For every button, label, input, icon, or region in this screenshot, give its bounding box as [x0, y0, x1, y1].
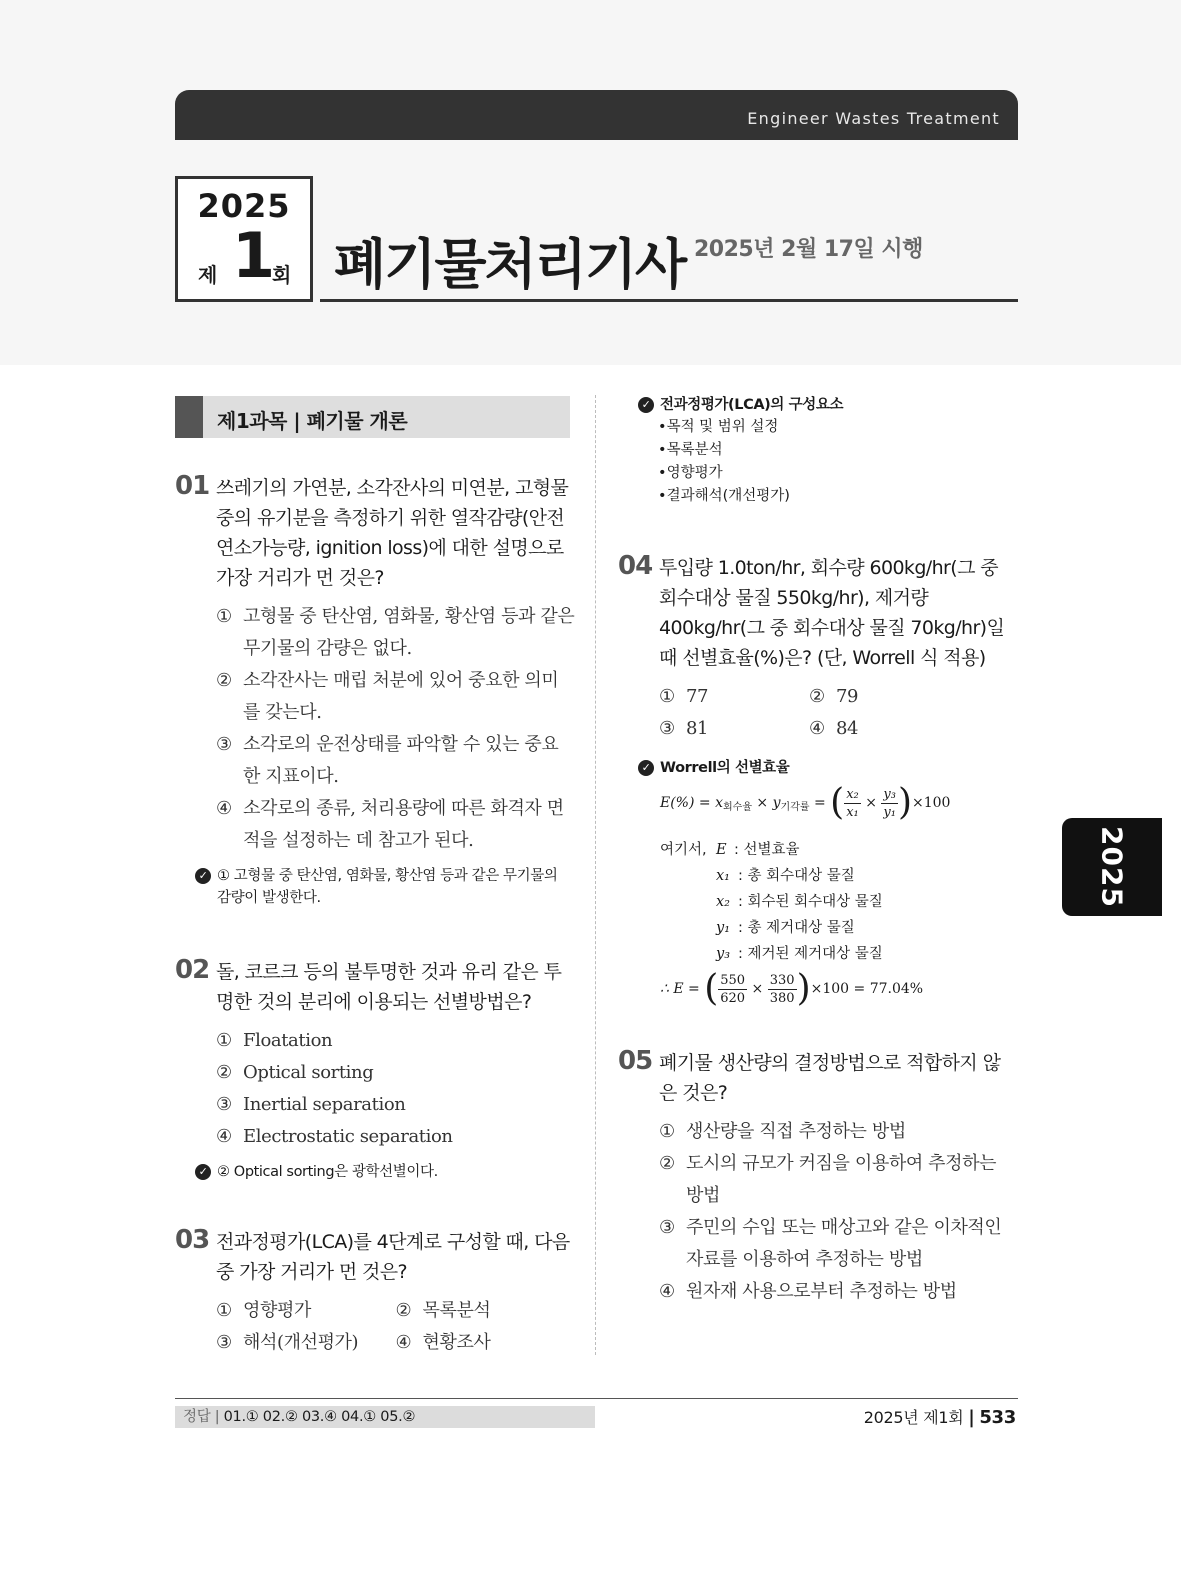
definition-desc: : 총 제거대상 물질 [738, 920, 855, 936]
definition-desc: : 제거된 제거대상 물질 [738, 946, 883, 962]
option-mark: ① [216, 1300, 232, 1321]
definition-var: x₁ [716, 868, 730, 884]
exam-round-box [175, 176, 313, 302]
check-circle-icon: ✓ [638, 760, 654, 776]
option-mark: ② [216, 670, 232, 691]
check-circle-icon: ✓ [195, 1164, 211, 1180]
answer-title: Worrell의 선별효율 [660, 760, 790, 776]
option[interactable] [809, 713, 959, 745]
option-text: 79 [836, 686, 859, 707]
where-label: 여기서, [660, 842, 707, 858]
question-number: 05 [618, 1046, 653, 1076]
option-mark: ④ [395, 1332, 412, 1353]
question-text: 투입량 1.0ton/hr, 회수량 600kg/hr(그 중 회수대상 물질 550kg/hr), 제거량 400kg/hr(그 중 회수대상 물질 70kg/hr)일 때 선별효율(%)은? (단, Worrell 식 적용) [659, 557, 1005, 669]
option[interactable] [396, 1327, 576, 1359]
answer-title-row [638, 757, 1018, 779]
option-mark: ④ [809, 718, 825, 739]
question-number: 04 [618, 551, 653, 581]
formula-lhs: E(%) [660, 795, 695, 811]
formula-fraction [881, 786, 898, 821]
option-list [216, 1295, 575, 1359]
option-mark: ④ [216, 798, 232, 819]
answer-key [175, 1406, 595, 1428]
denominator: x₁ [846, 804, 859, 820]
definition-desc: : 총 회수대상 물질 [738, 868, 855, 884]
option-text: 소각잔사는 매립 처분에 있어 중요한 의미를 갖는다. [243, 670, 559, 723]
list-item: • 영향평가 [658, 462, 1018, 485]
option-text: 생산량을 직접 추정하는 방법 [686, 1121, 906, 1142]
numerator: 330 [769, 972, 795, 988]
option-text: 도시의 규모가 커짐을 이용하여 추정하는 방법 [686, 1153, 997, 1206]
footer-divider [175, 1398, 1018, 1399]
formula-y-sub: 기각률 [780, 802, 810, 813]
side-tab-label: 2025 [1095, 826, 1129, 908]
option-mark: ① [659, 1121, 675, 1142]
result-fraction [718, 972, 747, 1007]
column-divider [595, 395, 596, 1355]
denominator: 380 [769, 990, 795, 1006]
definition-var: E [716, 842, 727, 858]
option-text: 84 [836, 718, 859, 739]
option-text: 소각로의 운전상태를 파악할 수 있는 중요한 지표이다. [243, 734, 559, 787]
page-footer [864, 1405, 1016, 1428]
definition-row [660, 915, 1018, 941]
option[interactable] [659, 1276, 1018, 1308]
formula-x: x [715, 795, 723, 811]
option-mark: ③ [216, 734, 232, 755]
list-item: • 결과해석(개선평가) [658, 485, 1018, 508]
question-text: 폐기물 생산량의 결정방법으로 적합하지 않은 것은? [659, 1052, 1001, 1104]
option-text: 소각로의 종류, 처리용량에 따른 화격자 면적을 설정하는 데 참고가 된다. [243, 798, 564, 851]
option-text: Floatation [243, 1030, 333, 1051]
answer-text: ① 고형물 중 탄산염, 염화물, 황산염 등과 같은 무기물의 감량이 발생한다. [217, 868, 558, 906]
option[interactable] [216, 1295, 396, 1327]
option[interactable] [809, 681, 959, 713]
question-01 [175, 473, 575, 909]
question-number: 03 [175, 1225, 210, 1255]
answer-bullet-list [658, 416, 1018, 508]
option-text: 해석(개선평가) [243, 1332, 359, 1353]
question-number: 02 [175, 955, 210, 985]
option-mark: ① [659, 686, 675, 707]
numerator: y₃ [883, 786, 896, 802]
option-text: 77 [686, 686, 709, 707]
option-mark: ③ [659, 718, 675, 739]
result-value: ×100 = 77.04% [810, 981, 924, 997]
definition-row [660, 863, 1018, 889]
formula-fraction [844, 786, 861, 821]
option-mark: ③ [216, 1332, 232, 1353]
option[interactable] [216, 729, 575, 793]
round-number: 1 [232, 219, 276, 292]
option[interactable] [659, 681, 809, 713]
formula-x-sub: 회수율 [723, 802, 752, 813]
option-text: 목록분석 [422, 1300, 491, 1321]
question-02 [175, 957, 575, 1183]
definition-row [660, 941, 1018, 967]
subject-heading-marker [175, 396, 203, 438]
formula-y: y [772, 795, 781, 811]
definition-var: y₁ [716, 920, 731, 936]
answer-explanation [195, 1161, 575, 1183]
option-text: 영향평가 [243, 1300, 311, 1321]
option[interactable] [659, 1116, 1018, 1148]
check-circle-icon: ✓ [195, 868, 211, 884]
option-text: 현황조사 [422, 1332, 491, 1353]
denominator: y₁ [883, 804, 896, 820]
list-item: • 목록분석 [658, 439, 1018, 462]
option-mark: ② [216, 1062, 232, 1083]
answer-title-row [638, 394, 1018, 416]
option[interactable] [659, 1148, 1018, 1212]
formula-definitions [660, 837, 1018, 967]
round-suffix: 회 [272, 263, 292, 287]
result-fraction [768, 972, 797, 1007]
round-year: 2025 [197, 187, 291, 225]
option-text: 81 [686, 718, 709, 739]
option-text: Optical sorting [243, 1062, 374, 1083]
page-title: 폐기물처리기사 [334, 233, 686, 296]
subject-heading [175, 396, 570, 438]
option[interactable] [216, 1327, 396, 1359]
question-03 [175, 1227, 575, 1359]
formula-times-100: ×100 [912, 795, 951, 811]
option[interactable] [216, 1121, 575, 1153]
option-mark: ③ [216, 1094, 232, 1115]
question-text: 전과정평가(LCA)를 4단계로 구성할 때, 다음 중 가장 거리가 먼 것은? [216, 1231, 570, 1283]
option-text: Inertial separation [243, 1094, 406, 1115]
option[interactable] [216, 601, 575, 665]
title-underline [320, 299, 1018, 302]
option[interactable] [216, 1089, 575, 1121]
worrell-result: ∴ E = ( $\frac{550}{620}$ × $\frac{330}{380}$ )×100 = 77.04% [660, 968, 924, 1009]
option[interactable] [396, 1295, 576, 1327]
option-text: Electrostatic separation [243, 1126, 453, 1147]
answer-explanation [195, 865, 575, 909]
option-list [216, 601, 575, 857]
header-bar [175, 90, 1018, 140]
option-text: 원자재 사용으로부터 추정하는 방법 [686, 1281, 957, 1302]
option-list [659, 1116, 1018, 1308]
definition-row [660, 889, 1018, 915]
brand-label: Engineer Wastes Treatment [747, 109, 1000, 128]
page-number: 533 [979, 1407, 1016, 1428]
definition-desc: : 선별효율 [734, 842, 800, 858]
option[interactable] [659, 1212, 1018, 1276]
option-mark: ① [216, 606, 232, 627]
option-list [216, 1025, 575, 1153]
question-05 [618, 1048, 1018, 1308]
page-separator: | [968, 1407, 975, 1428]
option-mark: ① [216, 1030, 232, 1051]
option[interactable] [216, 1025, 575, 1057]
definition-row [660, 837, 1018, 863]
answer-key-label: 정답 | [183, 1409, 220, 1425]
page-label: 2025년 제1회 [863, 1408, 964, 1427]
exam-date: 2025년 2월 17일 시행 [694, 237, 923, 262]
question-text: 돌, 코르크 등의 불투명한 것과 유리 같은 투명한 것의 분리에 이용되는 선별방법은? [216, 961, 562, 1013]
round-prefix: 제 [198, 263, 218, 287]
definition-desc: : 회수된 회수대상 물질 [738, 894, 883, 910]
option-text: 고형물 중 탄산염, 염화물, 황산염 등과 같은 무기물의 감량은 없다. [243, 606, 575, 659]
option-mark: ④ [216, 1126, 232, 1147]
list-item: • 목적 및 범위 설정 [658, 416, 1018, 439]
option-list [659, 681, 959, 745]
check-circle-icon: ✓ [638, 397, 654, 413]
option[interactable] [216, 665, 575, 729]
result-prefix: ∴ E = [660, 981, 700, 997]
option-mark: ④ [659, 1281, 675, 1302]
year-side-tab[interactable] [1062, 818, 1162, 916]
numerator: 550 [720, 972, 746, 988]
question-04 [618, 553, 1018, 1021]
option-text: 주민의 수입 또는 매상고와 같은 이차적인 자료를 이용하여 추정하는 방법 [686, 1217, 1002, 1270]
numerator: x₂ [846, 786, 859, 802]
option[interactable] [216, 1057, 575, 1089]
option-mark: ② [659, 1153, 675, 1174]
option[interactable] [659, 713, 809, 745]
question-03-answer [638, 394, 1018, 508]
denominator: 620 [720, 990, 746, 1006]
option-mark: ② [809, 686, 825, 707]
answer-title: 전과정평가(LCA)의 구성요소 [660, 397, 844, 413]
option-mark: ② [395, 1300, 412, 1321]
answer-key-values: 01.① 02.② 03.④ 04.① 05.② [223, 1409, 416, 1425]
question-number: 01 [175, 471, 210, 501]
question-text: 쓰레기의 가연분, 소각잔사의 미연분, 고형물 중의 유기분을 측정하기 위한 열작감량(안전연소가능량, ignition loss)에 대한 설명으로 가장 거리가 먼 것은? [216, 477, 569, 589]
answer-text: ② Optical sorting은 광학선별이다. [217, 1164, 438, 1180]
definition-var: y₃ [716, 946, 731, 962]
subject-title: 제1과목 | 폐기물 개론 [217, 409, 408, 433]
worrell-formula: $E(\%) = x_{회수율} \times y_{기각률}$ = ( $\frac{\text{x₂}}{\text{x₁}}$ × $\frac{\text{y₃}}{\text{y₁}}$ )×100 [660, 782, 951, 823]
definition-var: x₂ [716, 894, 730, 910]
option-mark: ③ [659, 1217, 675, 1238]
option[interactable] [216, 793, 575, 857]
